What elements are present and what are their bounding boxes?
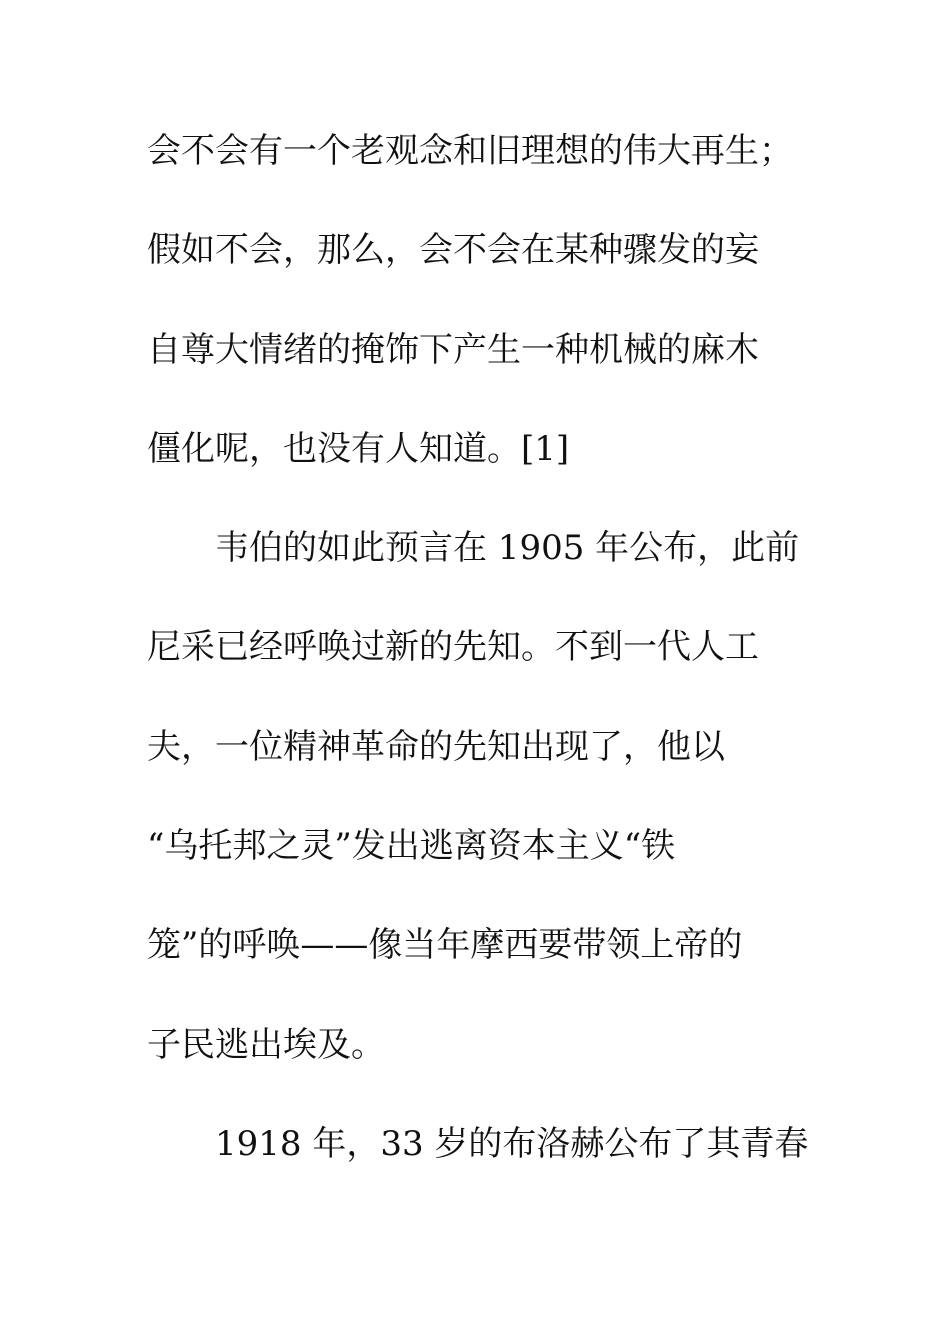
text-line: “乌托邦之灵”发出逃离资本主义“铁 xyxy=(147,826,676,867)
text-line: 会不会有一个老观念和旧理想的伟大再生； xyxy=(147,131,793,171)
text-line: 笼”的呼唤——像当年摩西要带领上帝的 xyxy=(147,925,743,966)
text-line: 僵化呢，也没有人知道。[1] xyxy=(147,428,570,469)
text-line: 自尊大情绪的掩饰下产生一种机械的麻木 xyxy=(147,329,759,370)
text-line: 假如不会，那么，会不会在某种骤发的妄 xyxy=(147,230,759,271)
text-line: 子民逃出埃及。 xyxy=(147,1024,385,1065)
body-text xyxy=(147,118,807,1210)
text-line: 尼采已经呼唤过新的先知。不到一代人工 xyxy=(147,627,759,668)
paragraph-first-line: 1918 年，33 岁的布洛赫公布了其青春 xyxy=(215,1123,809,1164)
text-line: 夫，一位精神革命的先知出现了，他以 xyxy=(147,726,725,767)
paragraph-first-line: 韦伯的如此预言在 1905 年公布，此前 xyxy=(215,528,800,569)
